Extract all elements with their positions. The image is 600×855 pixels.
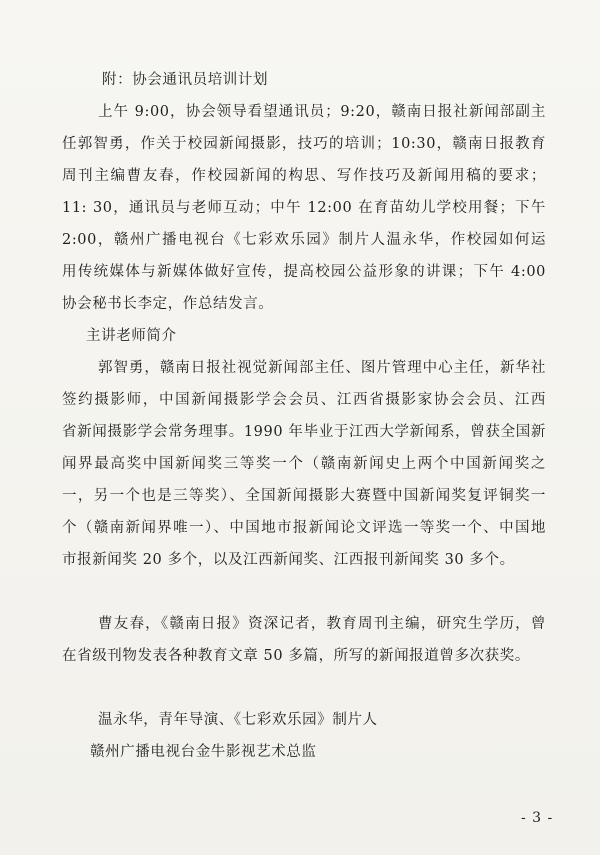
guo-bio-line: 闻界最高奖中国新闻奖三等奖一个（赣南新闻史上两个中国新闻奖之 — [62, 456, 546, 472]
appendix-line: 协会秘书长李定，作总结发言。 — [62, 296, 274, 312]
appendix-line: 上午 9:00，协会领导看望通讯员；9:20，赣南日报社新闻部副主 — [98, 104, 546, 120]
appendix-line: 用传统媒体与新媒体做好宣传，提高校园公益形象的讲课；下午 4:00 — [62, 264, 546, 280]
guo-bio-line: 一，另一个也是三等奖）、全国新闻摄影大赛暨中国新闻奖复评铜奖一 — [62, 488, 546, 504]
guo-bio-line: 郭智勇，赣南日报社视觉新闻部主任、图片管理中心主任，新华社 — [98, 360, 546, 376]
page-number: - 3 - — [521, 810, 554, 826]
appendix-line: 11: 30，通讯员与老师互动；中午 12:00 在育苗幼儿学校用餐；下午 — [62, 200, 546, 216]
guo-bio-line: 省新闻摄影学会常务理事。1990 年毕业于江西大学新闻系，曾获全国新 — [62, 424, 546, 440]
wen-bio-line: 赣州广播电视台金牛影视艺术总监 — [90, 744, 317, 760]
appendix-line: 周刊主编曹友春，作校园新闻的构思、写作技巧及新闻用稿的要求； — [62, 168, 546, 184]
appendix-line: 任郭智勇，作关于校园新闻摄影，技巧的培训；10:30，赣南日报教育 — [62, 136, 546, 152]
appendix-title: 附：协会通讯员培训计划 — [102, 72, 269, 88]
appendix-line: 2:00，赣州广播电视台《七彩欢乐园》制片人温永华，作校园如何运 — [62, 232, 546, 248]
wen-bio-line: 温永华，青年导演、《七彩欢乐园》制片人 — [98, 712, 378, 728]
lecturers-heading: 主讲老师简介 — [86, 328, 177, 344]
cao-bio-line: 曹友春，《赣南日报》资深记者，教育周刊主编，研究生学历，曾 — [98, 616, 546, 632]
guo-bio-line: 签约摄影师，中国新闻摄影学会会员、江西省摄影家协会会员、江西 — [62, 392, 546, 408]
cao-bio-line: 在省级刊物发表各种教育文章 50 多篇，所写的新闻报道曾多次获奖。 — [62, 648, 530, 664]
guo-bio-line: 市报新闻奖 20 多个，以及江西新闻奖、江西报刊新闻奖 30 多个。 — [62, 552, 515, 568]
guo-bio-line: 个（赣南新闻界唯一）、中国地市报新闻论文评选一等奖一个、中国地 — [62, 520, 546, 536]
